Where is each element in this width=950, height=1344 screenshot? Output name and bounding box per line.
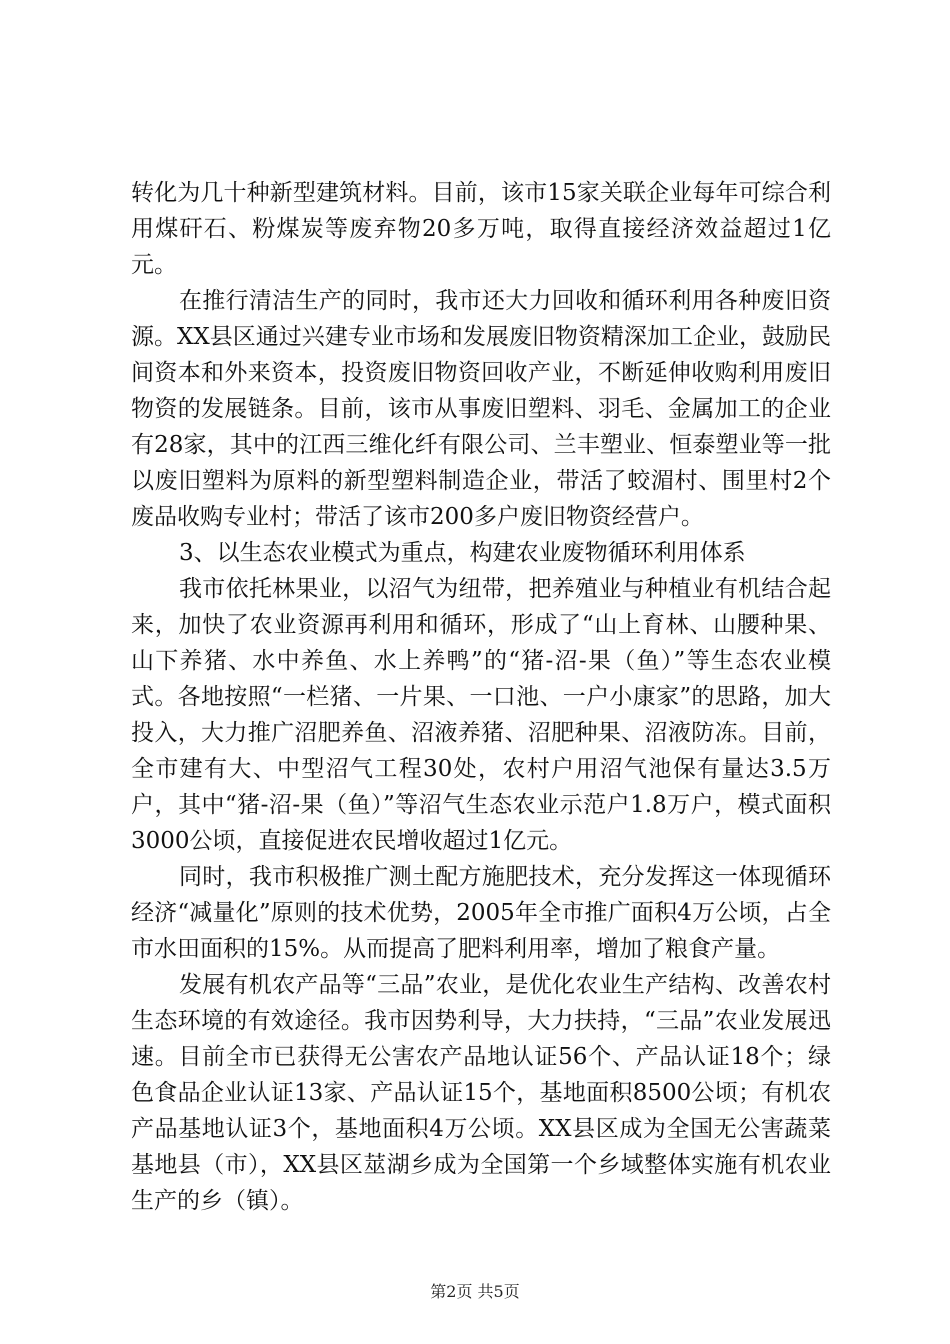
paragraph-biogas-model: 我市依托林果业，以沼气为纽带，把养殖业与种植业有机结合起来，加快了农业资源再利用和循环，形成了“山上育林、山腰种果、山下养猪、水中养鱼、水上养鸭”的“猪-沼-果（鱼）”等生态农业模式。各地按照“一栏猪、一片果、一口池、一户小康家”的思路，加大投入，大力推广沼肥养鱼、沼液养猪、沼肥种果、沼液防冻。目前，全市建有大、中型沼气工程30处，农村户用沼气池保有量达3.5万户，其中“猪-沼-果（鱼）”等沼气生态农业示范户1.8万户，模式面积3000公顷，直接促进农民增收超过1亿元。 (131, 576, 831, 854)
paragraph-organic-products: 发展有机农产品等“三品”农业，是优化农业生产结构、改善农村生态环境的有效途径。我市因势利导，大力扶持，“三品”农业发展迅速。目前全市已获得无公害农产品地认证56个、产品认证18个；绿色食品企业认证13家、产品认证15个，基地面积8500公顷；有机农产品基地认证3个，基地面积4万公顷。XX县区成为全国无公害蔬菜基地县（市），XX县区莁湖乡成为全国第一个乡域整体实施有机农业生产的乡（镇）。 (131, 972, 831, 1214)
page-number: 第2页 共5页 (430, 1282, 520, 1301)
section-heading-eco-agriculture: 3、以生态农业模式为重点，构建农业废物循环利用体系 (179, 540, 746, 566)
paragraph-soil-testing: 同时，我市积极推广测土配方施肥技术，充分发挥这一体现循环经济“减量化”原则的技术优势，2005年全市推广面积4万公顷，占全市水田面积的15%。从而提高了肥料利用率，增加了粮食产量。 (131, 864, 831, 962)
document-body (131, 175, 831, 1219)
paragraph-continuation: 转化为几十种新型建筑材料。目前，该市15家关联企业每年可综合利用煤矸石、粉煤炭等废弃物20多万吨，取得直接经济效益超过1亿元。 (131, 180, 831, 278)
page-footer (0, 1281, 950, 1303)
paragraph-waste-recycling: 在推行清洁生产的同时，我市还大力回收和循环利用各种废旧资源。XX县区通过兴建专业市场和发展废旧物资精深加工企业，鼓励民间资本和外来资本，投资废旧物资回收产业，不断延伸收购利用废旧物资的发展链条。目前，该市从事废旧塑料、羽毛、金属加工的企业有28家，其中的江西三维化纤有限公司、兰丰塑业、恒泰塑业等一批以废旧塑料为原料的新型塑料制造企业，带活了蛟湄村、围里村2个废品收购专业村；带活了该市200多户废旧物资经营户。 (131, 288, 831, 530)
